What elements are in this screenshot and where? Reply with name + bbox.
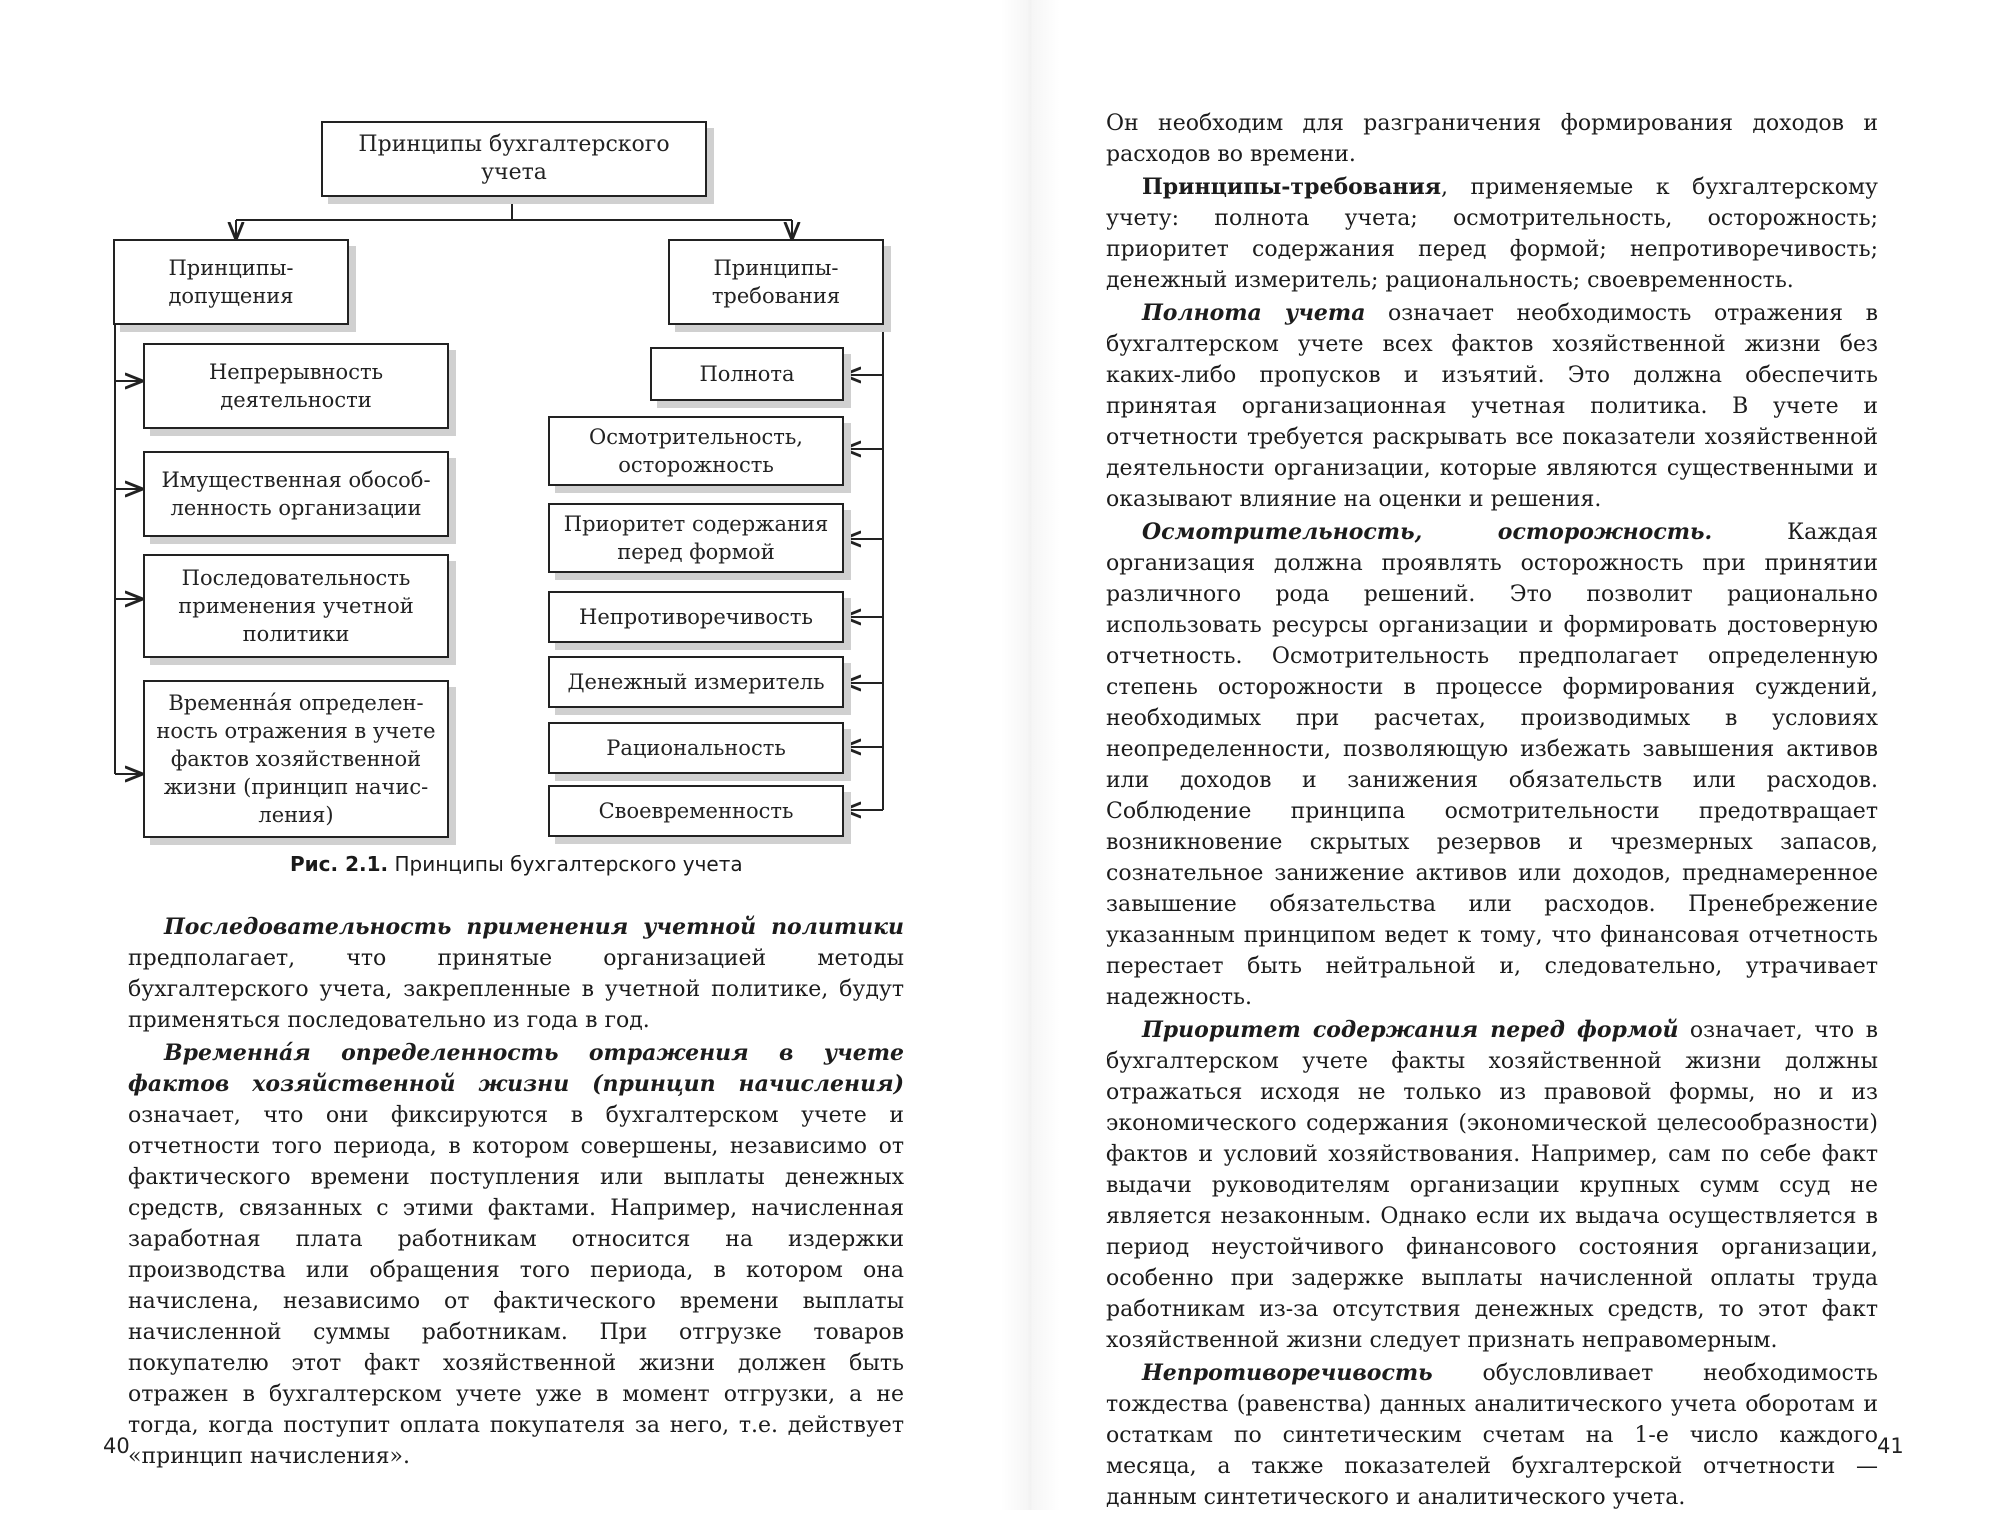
figure-caption-text: Принципы бухгалтерского учета — [394, 852, 743, 876]
term-consistency-of-data: Непротиворечивость — [1142, 1360, 1433, 1386]
diagram-right-item-4: Непротиворечивость — [548, 591, 844, 643]
book-gutter — [1000, 0, 1060, 1510]
right-paragraph-1 — [1106, 172, 1878, 296]
right-paragraph-2 — [1106, 298, 1878, 515]
term-substance-over-form: Приоритет содержания перед формой — [1142, 1017, 1679, 1043]
page-number-left: 40 — [103, 1434, 130, 1458]
right-paragraph-0: Он необходим для разграничения формирования доходов и расходов во времени. — [1106, 111, 1878, 167]
right-paragraph-4 — [1106, 1015, 1878, 1356]
right-paragraph-2-text: означает необходимость отражения в бухгалтерском учете всех фактов хозяйственной жизни без каких-либо пропусков и изъятий. Это должна обеспечить принятая организационная учетная политика. В учете и отчетности требуется раскрывать все показатели хозяйственной деятельности организации, которые являются существенными и оказывают влияние на оценки и решения. — [1106, 301, 1878, 512]
page-number-right: 41 — [1877, 1434, 1904, 1458]
right-paragraph-1-text: , применяемые к бухгалтерскому учету: полнота учета; осмотрительность, осторожность; приоритет содержания перед формой; непротиворечивость; денежный измеритель; рациональность; своевременность. — [1106, 175, 1878, 293]
left-page-text — [128, 912, 904, 1474]
diagram-right-item-3: Приоритет содержания перед формой — [548, 503, 844, 573]
left-paragraph-2-text: означает, что они фиксируются в бухгалтерском учете и отчетности того периода, в котором совершены, независимо от фактического времени поступления или выплаты денежных средств, связанных с этими фактами. Например, начисленная заработная плата работникам относится на издержки производства или обращения того периода, в котором она начислена, независимо от фактического времени выплаты начисленной суммы работникам. При отгрузке товаров покупателю этот факт хозяйственной жизни должен быть отражен в бухгалтерском учете уже в момент отгрузки, а не тогда, когда поступит оплата покупателя за него, т.е. действует «принцип начисления». — [128, 1103, 904, 1469]
diagram-right-item-5: Денежный измеритель — [548, 656, 844, 708]
left-paragraph-1 — [128, 912, 904, 1036]
diagram-right-item-1: Полнота — [650, 347, 844, 401]
term-temporal-certainty: Временна́я определенность отражения в учете фактов хозяйственной жизни (принцип начисления) — [128, 1040, 904, 1097]
figure-caption — [290, 852, 810, 876]
right-paragraph-4-text: означает, что в бухгалтерском учете факты хозяйственной жизни должны отражаться исходя не только из правовой формы, но и из экономического содержания (экономической целесообразности) фактов и условий хозяйствования. Например, сам по себе факт выдачи руководителям организации крупных сумм ссуд не является незаконным. Однако если их выдача осуществляется в период неустойчивого финансового состояния организации, особенно при задержке выплаты начисленной оплаты труда работникам из-за отсутствия денежных средств, то этот факт хозяйственной жизни следует признать неправомерным. — [1106, 1018, 1878, 1353]
diagram-right-item-2: Осмотрительность, осторожность — [548, 416, 844, 486]
right-page-text — [1106, 108, 1878, 1515]
principles-diagram — [0, 0, 1000, 900]
diagram-left-group-box: Принципы- допущения — [113, 239, 349, 325]
diagram-right-group-box: Принципы- требования — [668, 239, 884, 325]
term-principles-requirements: Принципы-требования — [1142, 174, 1442, 200]
diagram-left-item-2: Имущественная обособ- ленность организации — [143, 451, 449, 537]
diagram-left-item-3: Последовательность применения учетной политики — [143, 554, 449, 658]
term-consistency: Последовательность применения учетной политики — [164, 914, 904, 940]
term-completeness: Полнота учета — [1142, 300, 1366, 326]
right-paragraph-3 — [1106, 517, 1878, 1013]
right-paragraph-3-text: Каждая организация должна проявлять осторожность при принятии различного рода решений. Это позволит рационально использовать ресурсы организации и формировать достоверную отчетность. Осмотрительность предполагает определенную степень осторожности в процессе формирования суждений, необходимых при расчетах, производимых в условиях неопределенности, позволяющую избежать завышения активов или доходов и занижения обязательств или расходов. Соблюдение принципа осмотрительности предотвращает возникновение скрытых резервов и чрезмерных запасов, сознательное занижение активов или доходов, преднамеренное завышение обязательства или расходов. Пренебрежение указанным принципом ведет к тому, что финансовая отчетность перестает быть нейтральной и, следовательно, утрачивает надежность. — [1106, 520, 1878, 1010]
right-paragraph-5 — [1106, 1358, 1878, 1513]
diagram-right-item-7: Своевременность — [548, 785, 844, 837]
right-paragraph-5-text: обусловливает необходимость тождества (равенства) данных аналитического учета оборотам и остаткам по синтетическим счетам на 1-е число каждого месяца, а также показателей бухгалтерской отчетности — данным синтетического и аналитического учета. — [1106, 1361, 1878, 1510]
diagram-root-box: Принципы бухгалтерского учета — [321, 121, 707, 197]
left-paragraph-2 — [128, 1038, 904, 1472]
diagram-right-item-6: Рациональность — [548, 722, 844, 774]
term-prudence: Осмотрительность, осторожность. — [1142, 519, 1713, 545]
diagram-left-item-1: Непрерывность деятельности — [143, 343, 449, 429]
diagram-left-item-4: Временна́я определен- ность отражения в учете фактов хозяйственной жизни (принцип начис- ления) — [143, 680, 449, 838]
figure-caption-number: Рис. 2.1. — [290, 852, 389, 876]
left-paragraph-1-text: предполагает, что принятые организацией методы бухгалтерского учета, закрепленные в учетной политике, будут применяться последовательно из года в год. — [128, 946, 904, 1033]
